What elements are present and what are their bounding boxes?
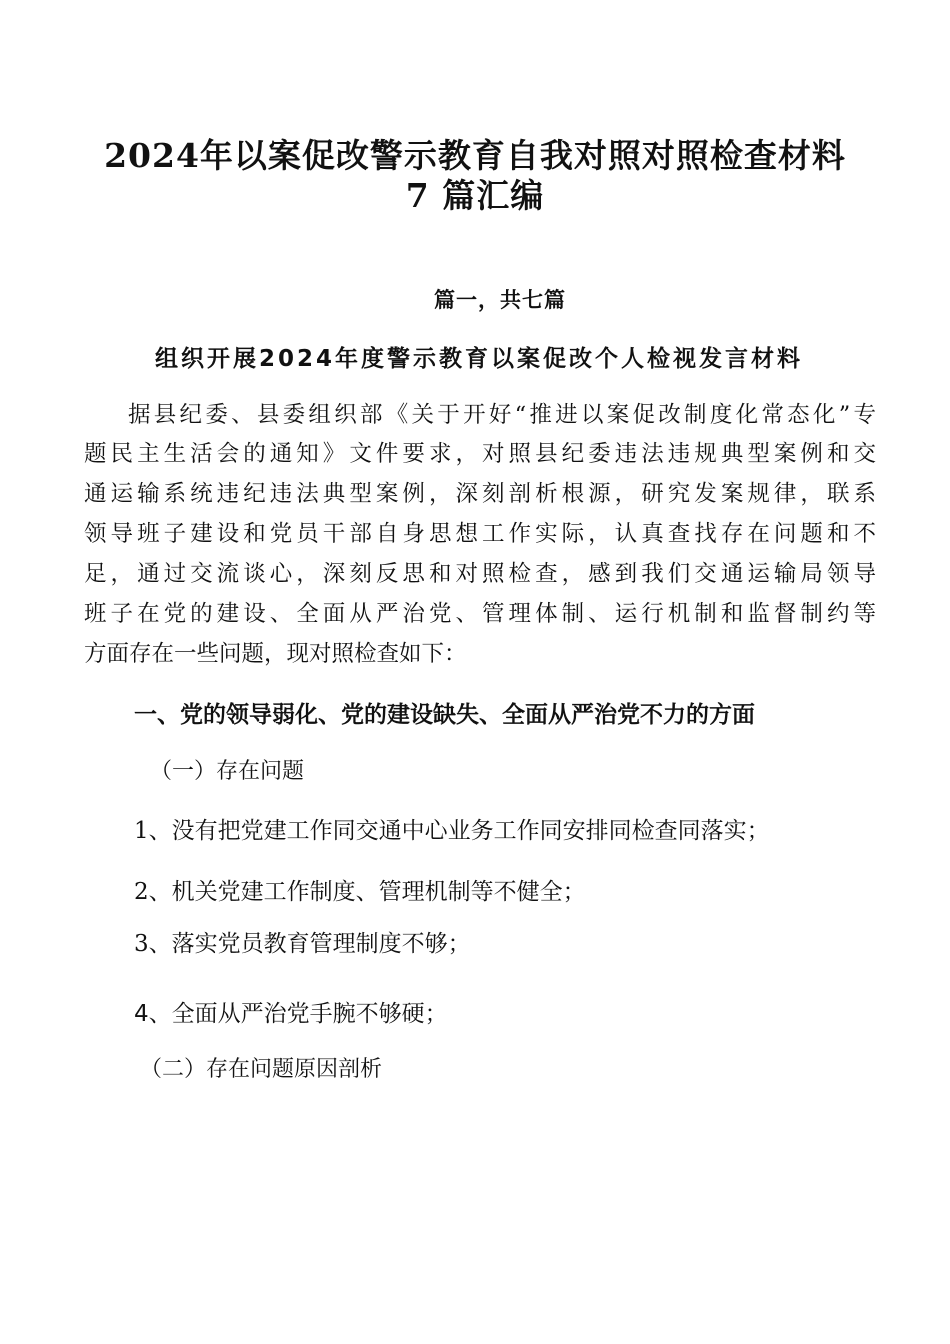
section-heading: 一、党的领导弱化、党的建设缺失、全面从严治党不力的方面 [134, 702, 755, 728]
intro-paragraph-line: 班子在党的建设、全面从严治党、管理体制、运行机制和监督制约等 [84, 601, 876, 627]
intro-paragraph-line: 足，通过交流谈心，深刻反思和对照检查，感到我们交通运输局领导 [84, 561, 876, 587]
list-item-text: 、全面从严治党手腕不够硬； [148, 1001, 448, 1027]
subsection-heading: （一）存在问题 [150, 759, 305, 784]
list-item [134, 925, 471, 958]
document-title-line-2: 7 篇汇编 [405, 176, 545, 215]
list-item [134, 995, 448, 1028]
list-item-number: 4 [134, 1001, 149, 1027]
intro-paragraph-line: 通运输系统违纪违法典型案例，深刻剖析根源，研究发案规律，联系 [84, 481, 876, 507]
list-item-text: 、落实党员教育管理制度不够； [148, 931, 471, 957]
list-item-number: 1 [134, 818, 149, 844]
article-title: 组织开展2024年度警示教育以案促改个人检视发言材料 [155, 346, 804, 372]
part-label: 篇一，共七篇 [434, 288, 566, 312]
intro-paragraph-line: 领导班子建设和党员干部自身思想工作实际，认真查找存在问题和不 [84, 521, 876, 547]
list-item-text: 、没有把党建工作同交通中心业务工作同安排同检查同落实； [148, 818, 770, 844]
intro-paragraph-line: 方面存在一些问题，现对照检查如下： [84, 641, 467, 667]
list-item-text: 、机关党建工作制度、管理机制等不健全； [148, 879, 586, 905]
list-item [134, 873, 586, 906]
list-item-number: 3 [134, 931, 149, 957]
list-item [134, 812, 770, 845]
document-title-line-1: 2024年以案促改警示教育自我对照对照检查材料 [104, 136, 846, 175]
list-item-number: 2 [134, 879, 149, 905]
subsection-heading: （二）存在问题原因剖析 [140, 1057, 383, 1082]
intro-paragraph-line: 据县纪委、县委组织部《关于开好“推进以案促改制度化常态化”专 [128, 402, 876, 428]
intro-paragraph-line: 题民主生活会的通知》文件要求，对照县纪委违法违规典型案例和交 [84, 441, 876, 467]
